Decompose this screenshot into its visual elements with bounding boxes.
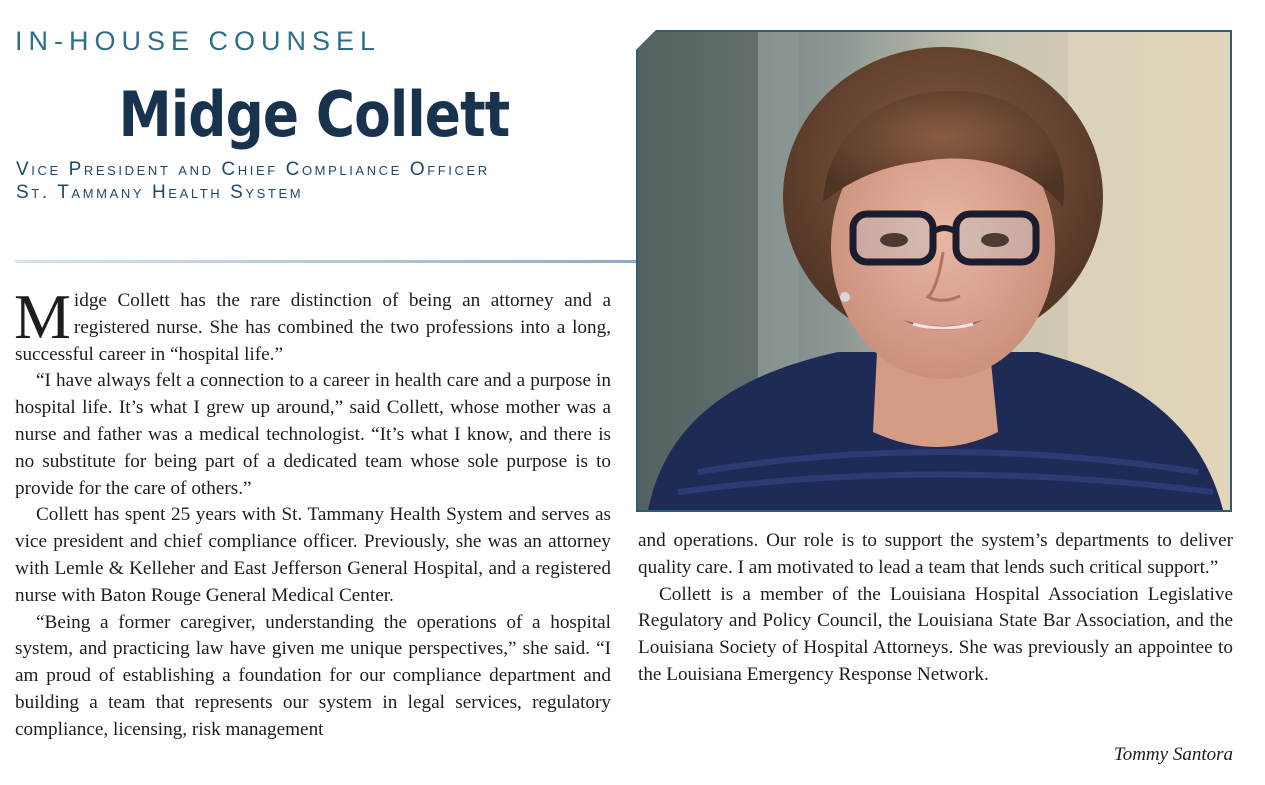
paragraph-career: Collett has spent 25 years with St. Tammany Health System and serves as vice president and chief compliance officer. Previously, she was an attorney with Lemle & Kelleher and East Jefferson General Hospital, and a registered nurse with Baton Rouge General Medical Center.	[15, 504, 611, 606]
drop-cap: M	[14, 281, 71, 352]
organization-name: St. Tammany Health System	[16, 182, 304, 203]
article-column-right	[638, 528, 1233, 689]
author-byline: Tommy Santora	[1113, 744, 1233, 765]
section-kicker: IN-HOUSE COUNSEL	[15, 26, 382, 56]
paragraph-quote-perspectives: “Being a former caregiver, understanding the operations of a hospital system, and practicing law have given me unique perspectives,” she said. “I am proud of establishing a foundation for our compliance department and building a team that represents our system in legal services, regulatory compliance, licensing, risk management	[15, 611, 611, 740]
profile-name: Midge Collett	[118, 78, 510, 151]
header-divider	[15, 260, 638, 263]
article-column-left	[14, 281, 611, 744]
paragraph-intro-text: idge Collett has the rare distinction of being an attorney and a registered nurse. She has combined the two professions into a long, successful career in “hospital life.”	[15, 290, 611, 365]
job-title: Vice President and Chief Compliance Officer	[16, 159, 490, 180]
paragraph-intro	[14, 281, 611, 368]
paragraph-quote-healthcare: “I have always felt a connection to a career in health care and a purpose in hospital life. It’s what I grew up around,” said Collett, whose mother was a nurse and father was a medical technologist. “It’s what I know, and there is no substitute for being part of a dedicated team whose sole purpose is to provide for the care of others.”	[15, 370, 611, 499]
portrait-photo	[636, 30, 1232, 512]
paragraph-quote-continued: and operations. Our role is to support the system’s departments to deliver quality care. I am motivated to lead a team that lends such critical support.”	[638, 530, 1233, 578]
paragraph-memberships: Collett is a member of the Louisiana Hospital Association Legislative Regulatory and Policy Council, the Louisiana State Bar Association, and the Louisiana Society of Hospital Attorneys. She was previously an appointee to the Louisiana Emergency Response Network.	[638, 583, 1233, 685]
